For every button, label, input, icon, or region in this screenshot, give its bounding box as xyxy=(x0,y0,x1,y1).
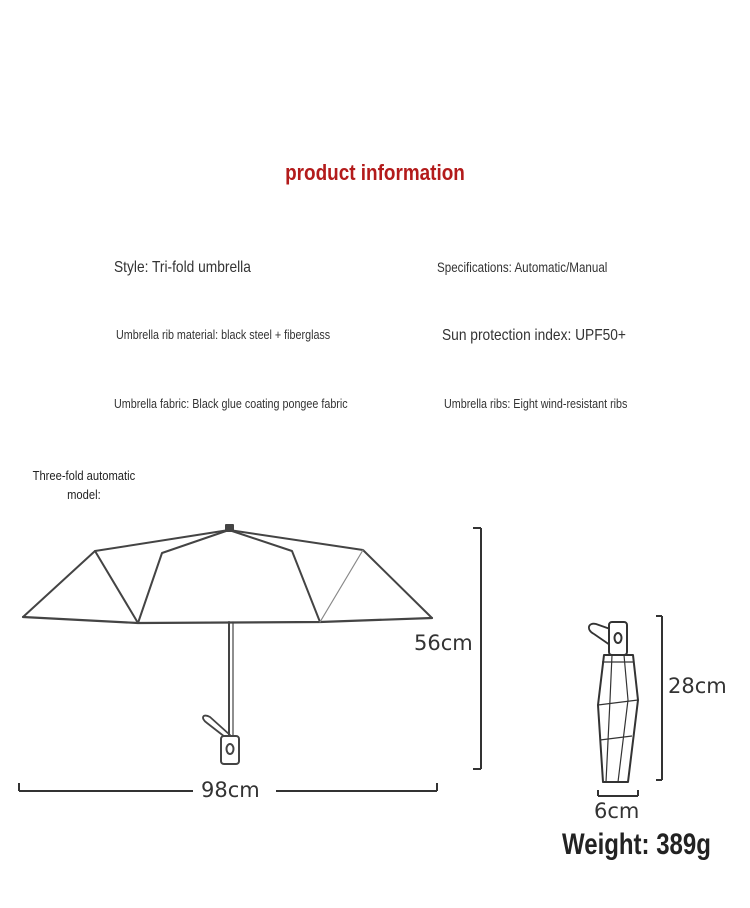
folded-length-label: 28cm xyxy=(668,674,727,698)
spec-fabric: Umbrella fabric: Black glue coating pongee fabric xyxy=(114,397,348,411)
open-width-label: 98cm xyxy=(201,778,260,802)
spec-style: Style: Tri-fold umbrella xyxy=(114,259,251,276)
folded-width-label: 6cm xyxy=(594,799,640,823)
spec-specifications: Specifications: Automatic/Manual xyxy=(437,260,608,275)
spec-rib-material: Umbrella rib material: black steel + fiberglass xyxy=(116,328,331,342)
model-label-line1: Three-fold automatic xyxy=(32,468,136,483)
model-label-line2: model: xyxy=(67,487,101,502)
open-height-label: 56cm xyxy=(414,631,473,655)
open-umbrella-icon xyxy=(23,525,432,764)
folded-umbrella-icon xyxy=(589,622,638,782)
spec-ribs: Umbrella ribs: Eight wind-resistant ribs xyxy=(444,397,628,411)
page-title: product information xyxy=(285,160,465,185)
spec-sun-protection: Sun protection index: UPF50+ xyxy=(442,327,626,344)
weight-label: Weight: 389g xyxy=(562,828,711,861)
folded-width-dimension-line xyxy=(598,790,638,796)
folded-length-dimension-line xyxy=(656,616,662,780)
height-dimension-line xyxy=(473,528,481,769)
